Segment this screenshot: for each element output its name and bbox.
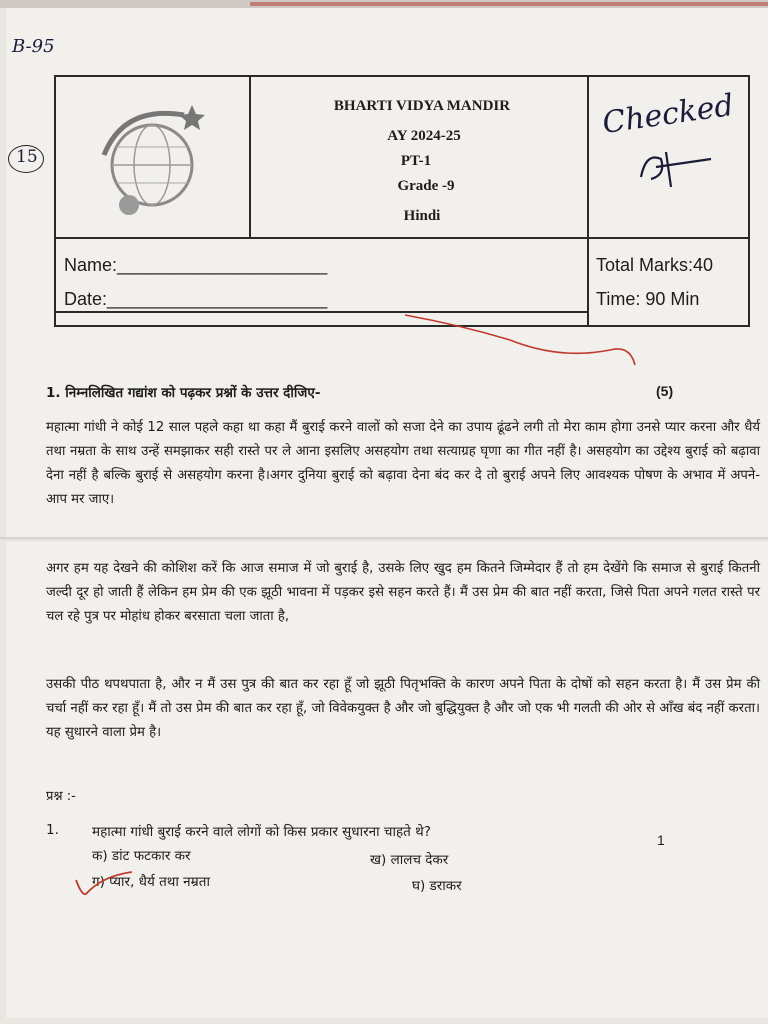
red-pen-stroke-icon [400,305,640,375]
paper-fold [0,537,768,542]
question-heading: 1. निम्नलिखित गद्यांश को पढ़कर प्रश्नों के उत्तर दीजिए- [46,385,321,401]
school-info [252,91,592,231]
option-c: ग) प्यार, धैर्य तथा नम्रता [92,874,210,890]
total-marks: Total Marks:40 [596,255,714,275]
passage-paragraph-3: उसकी पीठ थपथपाता है, और न मैं उस पुत्र की बात कर रहा हूँ जो झूठी पितृभक्ति के कारण अपने पिता के दोषों को सहन करता है। मैं उस प्रेम की चर्चा नहीं कर रहा हूँ। मैं तो उस प्रेम की बात कर रहा हूँ, जो विवेकयुक्त है और जो बुद्धियुक्त है और जो एक भी गलती की ओर से आँख बंद नहीं करता। यह सुधारने वाला प्रेम है। [46,677,760,740]
red-tick-icon [72,866,142,902]
roll-note: B-95 [12,36,55,57]
option-a: क) डांट फटकार कर [92,848,191,864]
question-1-marks: 1 [657,832,665,848]
option-d: घ) डराकर [412,878,462,894]
header-box [54,75,750,327]
subject: Hindi [403,208,441,224]
passage-paragraph-1: महात्मा गांधी ने कोई 12 साल पहले कहा था कहा मैं बुराई करने वालों को सजा देने का उपाय ढूंढने लगी तो मेरा काम होगा उनसे प्यार करना और धैर्य तथा नम्रता के साथ उन्हें समझाकर सही रास्ते पर ले आना इसलिए असहयोग तथा सत्याग्रह घृणा का गीत नहीं है। असहयोग का उद्देश्य बुराई को बढ़ावा देना नहीं है बल्कि बुराई से असहयोग करना है।अगर दुनिया बुराई को बढ़ावा देना बंद कर दे तो बुराई अपने लिए आवश्यक पोषण के अभाव में अपने-आप मर जाए। [46,420,760,507]
date-field: Date:______________________ [64,289,328,309]
academic-year: AY 2024-25 [387,128,461,144]
passage-paragraph-2: अगर हम यह देखने की कोशिश करें कि आज समाज में जो बुराई है, उसके लिए खुद हम कितने जिम्मेदार हैं तो हम देखेंगे कि समाज से बुराई कितनी जल्दी दूर हो जाती हैं लेकिन हम प्रेम की एक झूठी भावना में पड़कर इसे सहन करते हैं। मैं उस प्रेम की बात नहीं करता, जिसे पिता अपने गलत रास्ते पर चल रहे पुत्र पर मोहांध होकर बरसाता चला जाता है, [46,561,760,624]
time-allowed: Time: 90 Min [596,289,700,309]
teacher-signature-icon [616,137,736,197]
question-text: महात्मा गांधी बुराई करने वाले लोगों को किस प्रकार सुधारना चाहते थे? [92,824,431,840]
question-number: 1. [46,822,59,838]
divider-mid [56,237,748,239]
question-marks: (5) [656,383,674,399]
school-name: BHARTI VIDYA MANDIR [333,98,511,114]
grade: Grade -9 [397,178,455,194]
test-name: PT-1 [400,153,432,169]
checked-note: Checked [600,87,736,142]
score-note: 15 [16,147,38,167]
option-b: ख) लालच देकर [370,852,449,868]
name-field: Name:_____________________ [64,255,328,275]
red-margin-line [250,2,768,6]
questions-label: प्रश्न :- [46,789,76,804]
school-logo-icon [84,95,214,220]
